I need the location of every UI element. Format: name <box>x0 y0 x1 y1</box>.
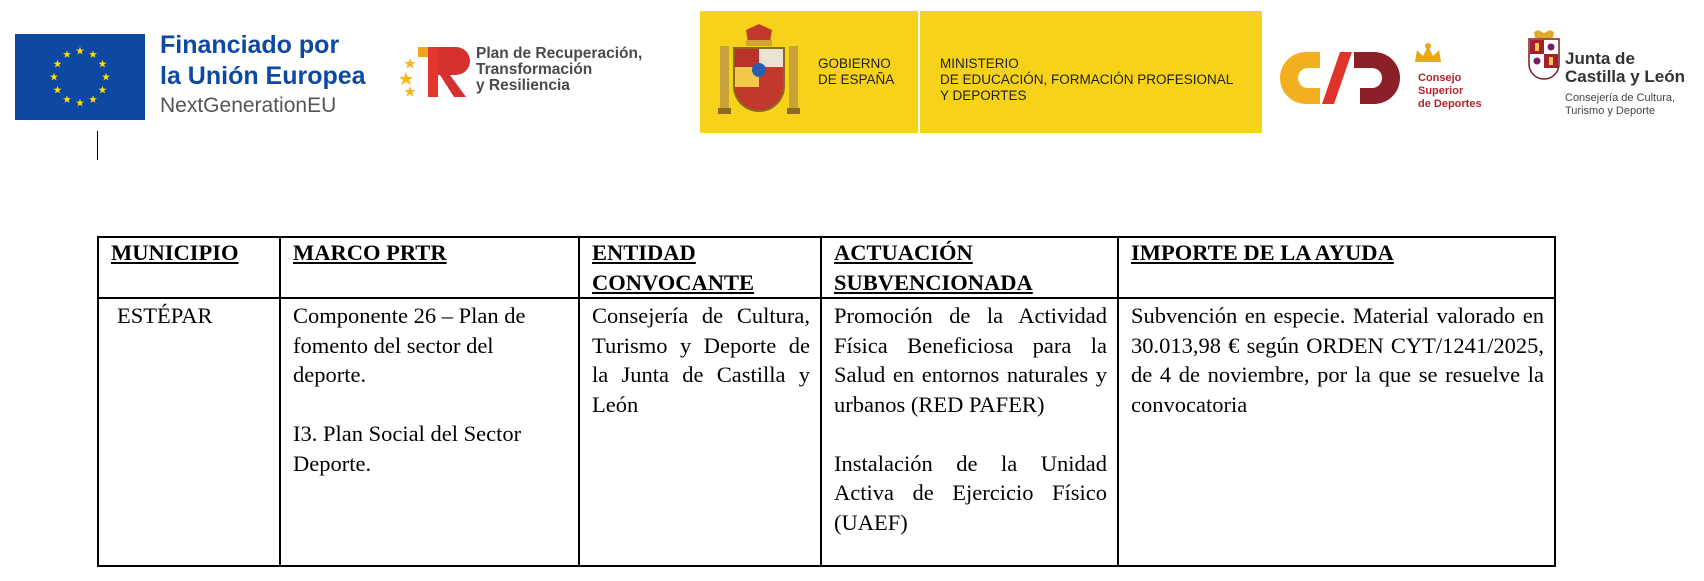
cell-entidad <box>579 298 821 566</box>
header-importe-text: IMPORTE DE LA AYUDA <box>1131 240 1394 265</box>
eu-star-icon <box>89 95 97 103</box>
prtr-line-3: y Resiliencia <box>476 77 570 94</box>
prtr-line-2: Transformación <box>476 61 593 78</box>
ministerio-label <box>940 56 1233 104</box>
eu-star-icon <box>53 60 61 68</box>
eu-star-icon <box>63 95 71 103</box>
jcyl-sub-line-2: Turismo y Deporte <box>1565 105 1656 117</box>
marco-paragraph-1: Componente 26 – Plan de fomento del sector del deporte. <box>293 303 526 387</box>
cell-municipio <box>98 298 280 566</box>
marco-paragraph-2: I3. Plan Social del Sector Deporte. <box>293 421 522 476</box>
importe-value: Subvención en especie. Material valorado en 30.013,98 € según ORDEN CYT/1241/2025, de 4 de noviembre, por la que se resuelve la convocatoria <box>1131 303 1544 417</box>
header-municipio-text: MUNICIPIO <box>111 240 239 265</box>
spain-coat-of-arms-icon <box>716 24 802 120</box>
actuacion-paragraph-2: Instalación de la Unidad Activa de Ejercicio Físico (UAEF) <box>834 450 1107 535</box>
csd-line-2: Superior <box>1418 85 1464 97</box>
band-divider <box>918 11 920 133</box>
prtr-line-1: Plan de Recuperación, <box>476 45 643 62</box>
header-marco-text: MARCO PRTR <box>293 240 447 265</box>
gobierno-label <box>818 56 894 88</box>
ministerio-line-2: DE EDUCACIÓN, FORMACIÓN PROFESIONAL <box>940 72 1234 87</box>
eu-star-icon <box>76 47 84 55</box>
gobierno-line-1: GOBIERNO <box>818 56 891 71</box>
eu-star-icon <box>99 86 107 94</box>
eu-star-icon <box>50 73 58 81</box>
csd-line-1: Consejo <box>1418 72 1462 84</box>
table-row <box>98 298 1555 566</box>
csd-crown-icon <box>1413 42 1443 64</box>
jcyl-sub-line-1: Consejería de Cultura, <box>1565 92 1676 104</box>
eu-flag-logo <box>15 34 145 120</box>
csd-logo <box>1278 48 1408 108</box>
header-actuacion-line-1: ACTUACIÓN <box>834 240 973 265</box>
jcyl-label <box>1565 50 1685 86</box>
jcyl-sublabel <box>1565 92 1675 118</box>
eu-line-3: NextGenerationEU <box>160 94 337 117</box>
ministerio-line-3: Y DEPORTES <box>940 88 1027 103</box>
gobierno-line-2: DE ESPAÑA <box>818 72 895 87</box>
prtr-logo <box>400 44 475 100</box>
header-actuacion-line-2: SUBVENCIONADA <box>834 269 1033 295</box>
header-actuacion <box>821 237 1118 298</box>
header-importe <box>1118 237 1555 298</box>
eu-star-icon <box>89 50 97 58</box>
eu-funding-label <box>160 30 366 120</box>
eu-star-icon <box>102 73 110 81</box>
cell-importe <box>1118 298 1555 566</box>
prtr-label <box>476 46 642 94</box>
header-municipio <box>98 237 280 298</box>
cell-marco <box>280 298 579 566</box>
header-entidad <box>579 237 821 298</box>
jcyl-line-2: Castilla y León <box>1565 67 1685 86</box>
header-marco <box>280 237 579 298</box>
castilla-leon-shield-icon <box>1526 30 1562 82</box>
eu-star-icon <box>76 99 84 107</box>
table-header-row <box>98 237 1555 298</box>
aid-table <box>97 236 1556 567</box>
ministerio-line-1: MINISTERIO <box>940 56 1019 71</box>
eu-star-icon <box>99 60 107 68</box>
text-cursor <box>97 131 98 160</box>
eu-star-icon <box>63 50 71 58</box>
entidad-value: Consejería de Cultura, Turismo y Deporte de la Junta de Castilla y León <box>592 303 810 417</box>
municipio-value: ESTÉPAR <box>117 303 213 328</box>
jcyl-line-1: Junta de <box>1565 49 1635 68</box>
actuacion-paragraph-1: Promoción de la Actividad Física Beneficiosa para la Salud en entornos naturales y urbanos (RED PAFER) <box>834 303 1107 417</box>
eu-star-icon <box>53 86 61 94</box>
cell-actuacion <box>821 298 1118 566</box>
csd-label <box>1418 72 1482 111</box>
header-entidad-line-1: ENTIDAD <box>592 240 696 265</box>
eu-line-1: Financiado por <box>160 31 340 59</box>
csd-line-3: de Deportes <box>1418 98 1482 110</box>
eu-line-2: la Unión Europea <box>160 62 366 90</box>
header-entidad-line-2: CONVOCANTE <box>592 269 755 295</box>
